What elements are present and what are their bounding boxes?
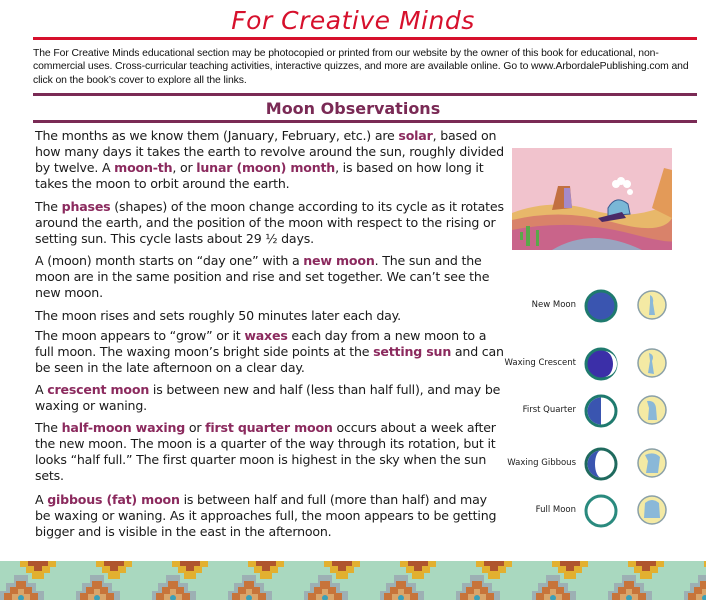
body-text: A [35,492,48,507]
paragraph-crescent [35,382,505,414]
body-text: (shapes) of the moon change according to its cycle as it rotates around the earth, and the position of the moon with respect to the rising or setting sun. This cycle lasts about 29 ½ days. [35,199,504,246]
highlighted-term: crescent moon [47,382,150,397]
body-text: A [35,382,48,397]
paragraph-solar-lunar [35,128,505,192]
phase-row-new-moon [510,285,706,325]
waxing-crescent-icon [584,347,618,381]
highlighted-term: solar [398,128,433,143]
phase-row-waxing-gibbous [507,443,706,483]
moon-figure-icon [636,394,668,426]
highlighted-term: first quarter moon [205,420,333,435]
paragraph-waxes [35,328,505,376]
first-quarter-icon [584,394,618,428]
body-text: The [35,420,62,435]
full-moon-icon [584,494,618,528]
paragraph-first-quarter [35,420,505,484]
phase-label: Full Moon [535,504,576,515]
phase-label: Waxing Gibbous [507,457,576,468]
highlighted-term: setting sun [373,344,452,359]
body-text: and can be seen in the late afternoon on a clear day. [35,344,504,375]
paragraph-new-moon [35,253,505,301]
phase-row-full-moon [510,490,706,530]
desert-landscape-illustration [512,148,672,250]
highlighted-term: moon-th [114,160,173,175]
section-bottom-divider [33,120,697,123]
body-text: , or [172,160,197,175]
highlighted-term: half-moon waxing [61,420,186,435]
highlighted-term: lunar (moon) month [196,160,336,175]
title-divider [33,37,697,40]
highlighted-term: waxes [244,328,288,343]
body-text: The moon rises and sets roughly 50 minutes later each day. [35,308,401,323]
waxing-gibbous-icon [584,447,618,481]
section-top-divider [33,93,697,96]
phase-row-waxing-crescent [504,343,706,383]
body-text: or [185,420,206,435]
phase-row-first-quarter [510,390,706,430]
page-title: For Creative Minds [231,6,475,35]
phase-label: First Quarter [522,404,576,415]
body-text: each day from a new moon to a full moon. The waxing moon’s bright side points at the [35,328,487,359]
paragraph-gibbous [35,492,505,540]
highlighted-term: new moon [303,253,375,268]
moon-figure-icon [636,347,668,379]
body-text: The months as we know them (January, February, etc.) are [35,128,399,143]
paragraph-rise-set [35,308,505,324]
moon-figure-icon [636,447,668,479]
paragraph-phases [35,199,505,247]
moon-figure-icon [636,289,668,321]
body-text: The moon appears to “grow” or it [35,328,245,343]
moon-figure-icon [636,494,668,526]
section-title: Moon Observations [265,99,441,118]
highlighted-term: phases [61,199,111,214]
body-text: The [35,199,62,214]
southwestern-pattern-border [0,561,706,600]
body-text: is between half and full (more than half) and may be waxing or waning. As it approaches full, the moon appears to be getting bigger and is visible in the east in the afternoon. [35,492,497,539]
body-text: is between new and half (less than half full), and may be waxing or waning. [35,382,501,413]
phase-label: New Moon [531,299,576,310]
highlighted-term: gibbous (fat) moon [47,492,180,507]
body-text: occurs about a week after the new moon. The moon is a quarter of the way through its rotation, but it looks “half full.” The first quarter moon is highest in the sky when the sun sets. [35,420,496,483]
phase-label: Waxing Crescent [504,357,576,368]
body-text: , is based on how long it takes the moon to orbit around the earth. [35,160,484,191]
body-text: , based on how many days it takes the earth to revolve around the sun, roughly divided by twelve. A [35,128,504,175]
body-text: A (moon) month starts on “day one” with a [35,253,304,268]
new-moon-icon [584,289,618,323]
body-text: . The sun and the moon are in the same position and rise and set together. We can’t see the new moon. [35,253,490,300]
intro-text: The For Creative Minds educational section may be photocopied or printed from our website by the owner of this book for educational, non-commercial uses. Cross-curricular teaching activities, interactive quizzes, and more are available online. Go to www.ArbordalePublishing.com and click on the book’s cover to explore all the links. [33,48,689,86]
